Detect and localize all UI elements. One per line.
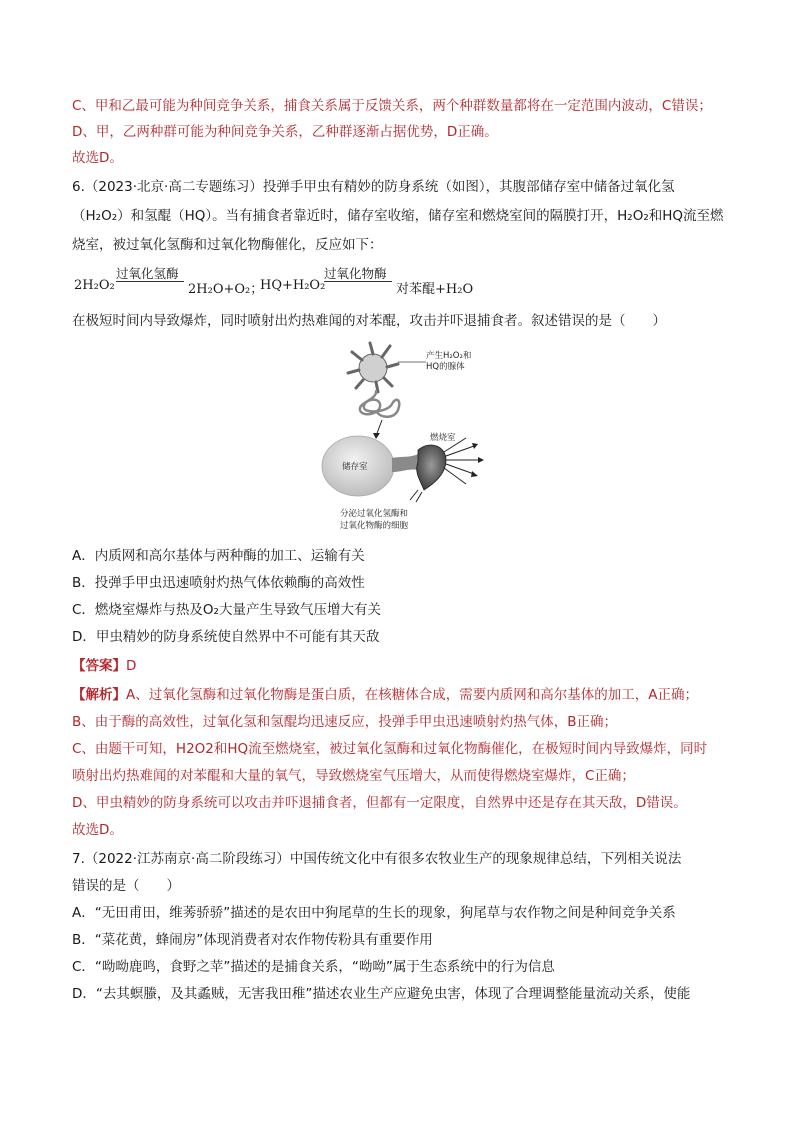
- label-gland-2: HQ的腺体: [426, 362, 465, 372]
- eq2-products: 对苯醌+H₂O: [396, 282, 474, 297]
- q6-analysis-a: [72, 686, 732, 704]
- label-storage: 储存室: [342, 462, 368, 472]
- analysis-a-text: A、过氧化氢酶和过氧化物酶是蛋白质，在核糖体合成，需要内质网和高尔基体的加工，A正确；: [126, 687, 698, 703]
- eq2-enzyme: 过氧化物酶: [324, 266, 387, 281]
- q6-analysis-b: B、由于酶的高效性，过氧化氢和氢醌均迅速反应，投弹手甲虫迅速喷射灼热气体，B正确；: [72, 714, 618, 730]
- q7-option-d[interactable]: D．“去其螟螣，及其蟊贼，无害我田稚”描述农业生产应避免虫害，体现了合理调整能量流动关系，使能: [72, 986, 691, 1002]
- analysis-tag: 【解析】: [72, 687, 126, 703]
- prev-conclusion: 故选D。: [72, 150, 123, 166]
- eq1-reactant: 2H₂O₂: [74, 278, 115, 293]
- q6-option-a[interactable]: A．内质网和高尔基体与两种酶的加工、运输有关: [72, 548, 365, 564]
- duct-arrowhead: [373, 433, 380, 439]
- q7-stem-line1: 7.（2022·江苏南京·高二阶段练习）中国传统文化中有很多农牧业生产的现象规律总结，下列相关说法: [72, 851, 682, 867]
- q6-option-c[interactable]: C．燃烧室爆炸与热及O₂大量产生导致气压增大有关: [72, 602, 381, 618]
- eq2-reactants: HQ+H₂O₂: [260, 278, 326, 293]
- label-cells: 分泌过氧化氢酶和: [340, 509, 409, 519]
- q7-option-b[interactable]: B．“菜花黄，蜂闹房”体现消费者对农作物传粉具有重要作用: [72, 932, 433, 948]
- label-cells-2: 过氧化物酶的细胞: [340, 521, 409, 531]
- beetle-defense-figure: [318, 340, 488, 536]
- beetle-defense-diagram: [318, 340, 488, 536]
- q6-reaction-equations: [72, 264, 732, 298]
- label-gland: 产生H₂O₂和: [426, 351, 472, 361]
- q6-analysis-d: D、甲虫精妙的防身系统可以攻击并吓退捕食者，但都有一定限度，自然界中还是存在其天敌，D错误。: [72, 795, 687, 811]
- q6-stem-line4: 在极短时间内导致爆炸，同时喷射出灼热难闻的对苯醌，攻击并吓退捕食者。叙述错误的是（ ）: [72, 313, 666, 329]
- answer-tag: 【答案】: [72, 658, 126, 674]
- answer-value: D: [126, 658, 137, 674]
- combustion-chamber: [417, 445, 446, 490]
- coiled-duct: [360, 390, 399, 417]
- connecting-valve: [392, 454, 418, 472]
- q6-analysis-c1: C、由题干可知，H2O2和HQ流至燃烧室，被过氧化氢酶和过氧化物酶催化，在极短时间内导致爆炸，同时: [72, 741, 708, 757]
- q7-option-a[interactable]: A．“无田甫田，维莠骄骄”描述的是农田中狗尾草的生长的现象，狗尾草与农作物之间是种间竞争关系: [72, 905, 676, 921]
- q6-answer: [72, 657, 732, 675]
- q6-option-d[interactable]: D．甲虫精妙的防身系统使自然界中不可能有其天敌: [72, 629, 380, 645]
- q7-option-c[interactable]: C．“呦呦鹿鸣，食野之苹”描述的是捕食关系，“呦呦”属于生态系统中的行为信息: [72, 959, 555, 975]
- gland-shape: [348, 343, 398, 392]
- label-combustion: 燃烧室: [430, 433, 456, 443]
- prev-analysis-d: D、甲，乙两种群可能为种间竞争关系，乙种群逐渐占据优势，D正确。: [72, 124, 498, 140]
- cell-arrows: [410, 490, 422, 502]
- eq1-arrow-bar: [116, 281, 184, 282]
- q6-analysis-c2: 喷射出灼热难闻的对苯醌和大量的氧气，导致燃烧室气压增大，从而使得燃烧室爆炸，C正确；: [72, 768, 635, 784]
- q6-option-b[interactable]: B．投弹手甲虫迅速喷射灼热气体依赖酶的高效性: [72, 575, 365, 591]
- q6-conclusion: 故选D。: [72, 822, 123, 838]
- prev-analysis-c: C、甲和乙最可能为种间竞争关系，捕食关系属于反馈关系，两个种群数量都将在一定范围内波动，C错误；: [72, 98, 712, 114]
- eq1-products: 2H₂O+O₂；: [188, 282, 264, 297]
- eq2-arrow-bar: [324, 281, 392, 282]
- q6-stem-line2: （H₂O₂）和氢醌（HQ）。当有捕食者靠近时，储存室收缩，储存室和燃烧室间的隔膜打开，H₂O₂和HQ流至燃: [72, 208, 724, 224]
- eq1-enzyme: 过氧化氢酶: [116, 266, 179, 281]
- q7-stem-line2: 错误的是（ ）: [72, 878, 180, 894]
- q6-stem-line1: 6.（2023·北京·高二专题练习）投弹手甲虫有精妙的防身系统（如图），其腹部储存室中储备过氧化氢: [72, 179, 675, 195]
- q6-stem-line3: 烧室，被过氧化氢酶和过氧化物酶催化，反应如下：: [72, 237, 383, 253]
